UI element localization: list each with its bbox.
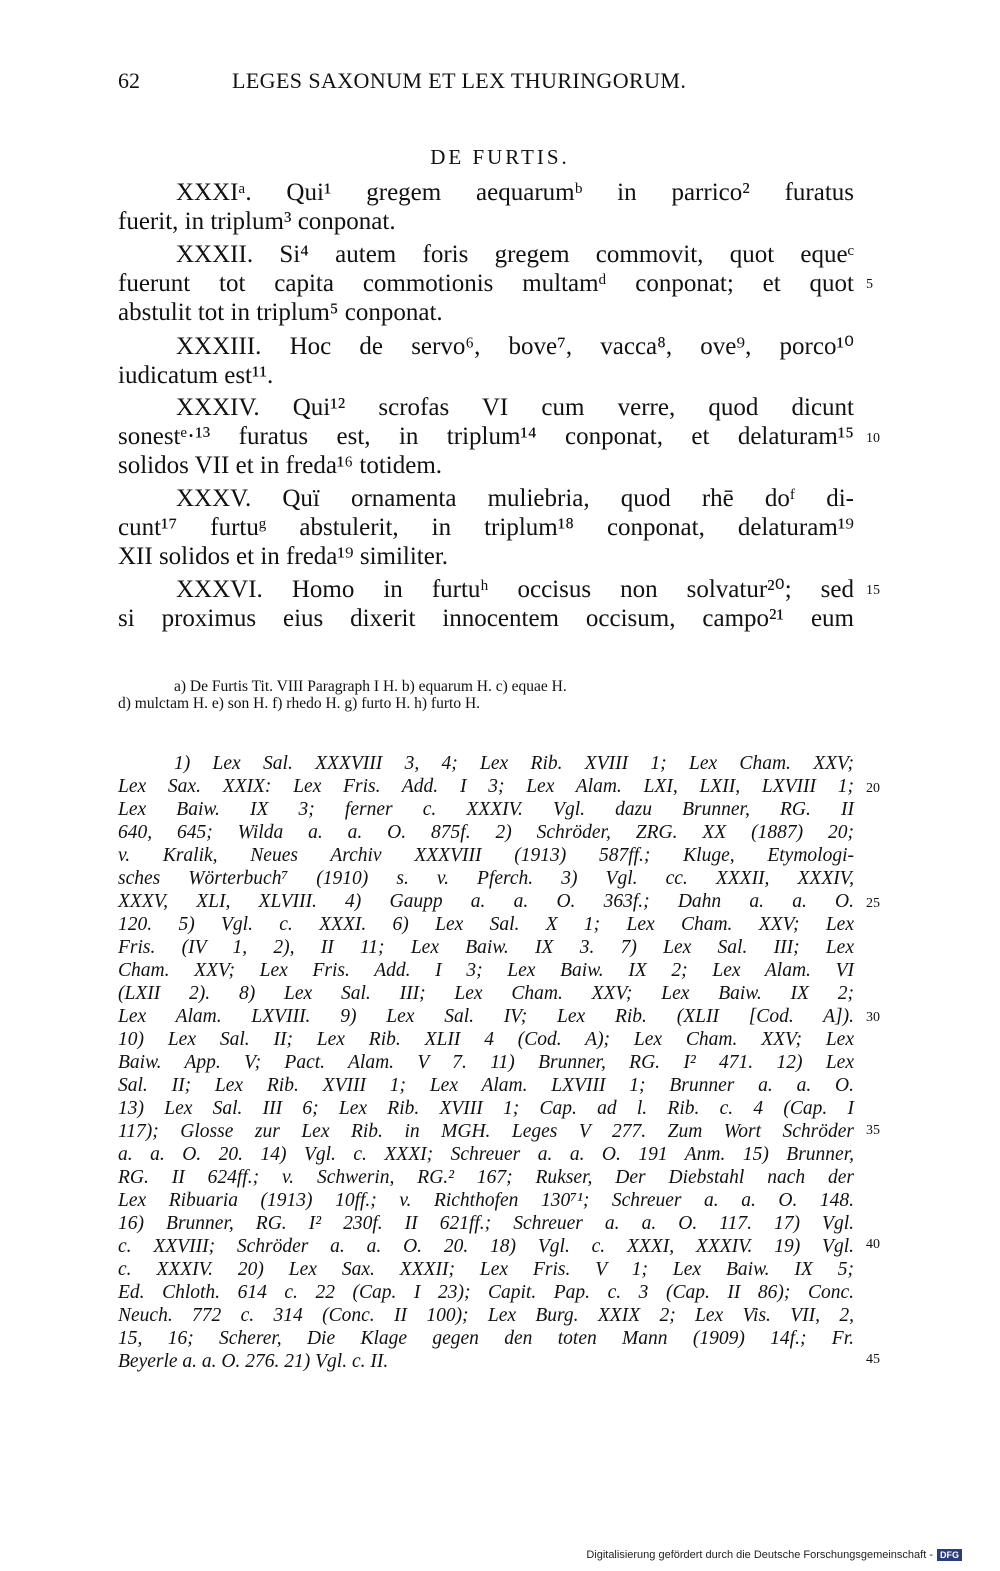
footnote-line: Fris. (IV 1, 2), II 11; Lex Baiw. IX 3. 7) Lex Sal. III; Lex: [118, 937, 854, 958]
main-text-line: cunt¹⁷ furtuᵍ abstulerit, in triplum¹⁸ conponat, delaturam¹⁹: [118, 514, 854, 541]
footnote-line: 15, 16; Scherer, Die Klage gegen den toten Mann (1909) 14f.; Fr.: [118, 1328, 854, 1349]
footnote-line-number: 25: [866, 896, 880, 911]
running-title: LEGES SAXONUM ET LEX THURINGORUM.: [232, 68, 687, 93]
footnote-line: 16) Brunner, RG. I² 230f. II 621ff.; Schreuer a. a. O. 117. 17) Vgl.: [118, 1213, 854, 1234]
main-text-line: XII solidos et in freda¹⁹ similiter.: [118, 543, 449, 570]
main-text-line: si proximus eius dixerit innocentem occisum, campo²¹ eum: [118, 605, 854, 632]
footnote-line: Lex Baiw. IX 3; ferner c. XXXIV. Vgl. dazu Brunner, RG. II: [118, 799, 854, 820]
footnote-line: Ed. Chloth. 614 c. 22 (Cap. I 23); Capit. Pap. c. 3 (Cap. II 86); Conc.: [118, 1282, 854, 1303]
footnote-line-number: 45: [866, 1352, 880, 1367]
main-text-line: fuerit, in triplum³ conponat.: [118, 208, 396, 235]
footnote-line: Beyerle a. a. O. 276. 21) Vgl. c. II.: [118, 1351, 389, 1372]
main-text-line: solidos VII et in freda¹⁶ totidem.: [118, 452, 443, 479]
footnote-line: v. Kralik, Neues Archiv XXXVIII (1913) 587ff.; Kluge, Etymologi-: [118, 845, 854, 866]
footnote-line: Cham. XXV; Lex Fris. Add. I 3; Lex Baiw. IX 2; Lex Alam. VI: [118, 960, 854, 981]
main-text-line: XXXV. Quï ornamenta muliebria, quod rhē doᶠ di-: [176, 485, 854, 512]
credit-text: Digitalisierung gefördert durch die Deutsche Forschungsgemeinschaft -: [586, 1549, 933, 1561]
footnote-line: sches Wörterbuch⁷ (1910) s. v. Pferch. 3) Vgl. cc. XXXII, XXXIV,: [118, 868, 854, 889]
footnote-line: Lex Alam. LXVIII. 9) Lex Sal. IV; Lex Rib. (XLII [Cod. A]).: [118, 1006, 854, 1027]
dfg-logo: DFG: [937, 1549, 962, 1561]
footnote-line: 10) Lex Sal. II; Lex Rib. XLII 4 (Cod. A); Lex Cham. XXV; Lex: [118, 1029, 854, 1050]
footnote-line: XXXV, XLI, XLVIII. 4) Gaupp a. a. O. 363f.; Dahn a. a. O.: [118, 891, 854, 912]
footnote-line: Baiw. App. V; Pact. Alam. V 7. 11) Brunner, RG. I² 471. 12) Lex: [118, 1052, 854, 1073]
main-text-line: XXXII. Si⁴ autem foris gregem commovit, quot equeᶜ: [176, 241, 854, 268]
footnote-line-number: 30: [866, 1010, 880, 1025]
footnote-line: Neuch. 772 c. 314 (Conc. II 100); Lex Burg. XXIX 2; Lex Vis. VII, 2,: [118, 1305, 854, 1326]
footnote-line: Lex Sax. XXIX: Lex Fris. Add. I 3; Lex Alam. LXI, LXII, LXVIII 1;: [118, 776, 854, 797]
footnote-line: 13) Lex Sal. III 6; Lex Rib. XVIII 1; Cap. ad l. Rib. c. 4 (Cap. I: [118, 1098, 854, 1119]
line-number: 5: [866, 277, 873, 292]
section-heading: DE FURTIS.: [430, 145, 570, 169]
main-text-line: sonestᵉ·¹³ furatus est, in triplum¹⁴ conponat, et delaturam¹⁵: [118, 423, 854, 450]
textual-note-line: a) De Furtis Tit. VIII Paragraph I H. b) equarum H. c) equae H.: [174, 678, 567, 695]
main-text-line: XXXIV. Qui¹² scrofas VI cum verre, quod dicunt: [176, 394, 854, 421]
footnote-line: c. XXVIII; Schröder a. a. O. 20. 18) Vgl. c. XXXI, XXXIV. 19) Vgl.: [118, 1236, 854, 1257]
footnote-line-number: 35: [866, 1123, 880, 1138]
footnote-line: 117); Glosse zur Lex Rib. in MGH. Leges V 277. Zum Wort Schröder: [118, 1121, 854, 1142]
textual-note-line: d) mulctam H. e) son H. f) rhedo H. g) furto H. h) furto H.: [118, 695, 481, 712]
footnote-line: 640, 645; Wilda a. a. O. 875f. 2) Schröder, ZRG. XX (1887) 20;: [118, 822, 854, 843]
footnote-line: Lex Ribuaria (1913) 10ff.; v. Richthofen 130⁷¹; Schreuer a. a. O. 148.: [118, 1190, 854, 1211]
digitization-credit: [586, 1549, 962, 1561]
footnote-line: a. a. O. 20. 14) Vgl. c. XXXI; Schreuer a. a. O. 191 Anm. 15) Brunner,: [118, 1144, 854, 1165]
footnote-line: Sal. II; Lex Rib. XVIII 1; Lex Alam. LXVIII 1; Brunner a. a. O.: [118, 1075, 854, 1096]
footnote-line-number: 40: [866, 1237, 880, 1252]
footnote-line: RG. II 624ff.; v. Schwerin, RG.² 167; Rukser, Der Diebstahl nach der: [118, 1167, 854, 1188]
main-text-line: abstulit tot in triplum⁵ conponat.: [118, 299, 443, 326]
main-text-line: iudicatum est¹¹.: [118, 362, 274, 389]
main-text-line: XXXIᵃ. Qui¹ gregem aequarumᵇ in parrico² furatus: [176, 179, 854, 206]
footnote-line: 120. 5) Vgl. c. XXXI. 6) Lex Sal. X 1; Lex Cham. XXV; Lex: [118, 914, 854, 935]
page-number: 62: [118, 68, 140, 93]
footnote-line: (LXII 2). 8) Lex Sal. III; Lex Cham. XXV; Lex Baiw. IX 2;: [118, 983, 854, 1004]
line-number: 15: [866, 583, 880, 598]
line-number: 10: [866, 431, 880, 446]
main-text-line: XXXIII. Hoc de servo⁶, bove⁷, vacca⁸, ove⁹, porco¹⁰: [176, 333, 854, 360]
main-text-line: XXXVI. Homo in furtuʰ occisus non solvatur²⁰; sed: [176, 576, 854, 603]
footnote-line: c. XXXIV. 20) Lex Sax. XXXII; Lex Fris. V 1; Lex Baiw. IX 5;: [118, 1259, 854, 1280]
main-text-line: fuerunt tot capita commotionis multamᵈ conponat; et quot: [118, 270, 854, 297]
footnote-line: 1) Lex Sal. XXXVIII 3, 4; Lex Rib. XVIII 1; Lex Cham. XXV;: [174, 753, 854, 774]
footnote-line-number: 20: [866, 781, 880, 796]
